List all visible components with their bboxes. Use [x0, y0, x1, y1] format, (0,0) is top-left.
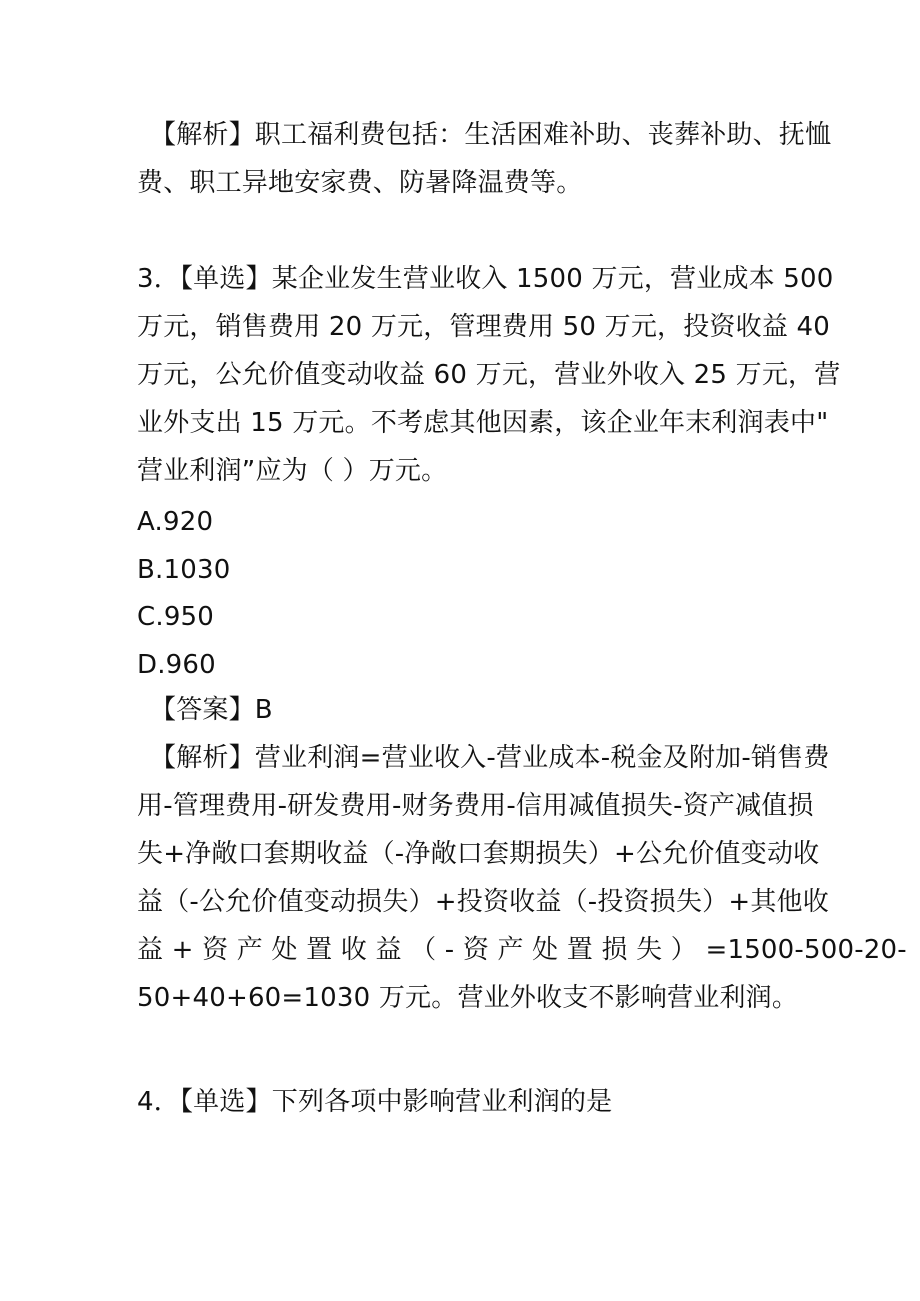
explanation-line-2: 用-管理费用-研发费用-财务费用-信用减值损失-资产减值损 [137, 791, 814, 821]
explanation-prev-line-2: 费、职工异地安家费、防暑降温费等。 [137, 168, 583, 198]
answer-line: 【答案】B [150, 695, 273, 725]
question-3-stem-line-4: 业外支出 15 万元。不考虑其他因素，该企业年末利润表中" [137, 408, 829, 438]
option-a: A.920 [137, 507, 214, 537]
question-3-stem-line-3: 万元，公允价值变动收益 60 万元，营业外收入 25 万元，营 [137, 360, 841, 390]
explanation-line-4: 益（-公允价值变动损失）+投资收益（-投资损失）+其他收 [137, 887, 829, 917]
explanation-line-6: 50+40+60=1030 万元。营业外收支不影响营业利润。 [137, 983, 799, 1013]
explanation-line-5: 益 + 资 产 处 置 收 益 （ - 资 产 处 置 损 失 ） =1500-500-20- [137, 935, 907, 965]
explanation-prev-line-1: 【解析】职工福利费包括：生活困难补助、丧葬补助、抚恤 [150, 120, 832, 150]
option-b: B.1030 [137, 555, 231, 585]
question-3-stem-line-1: 3．【单选】某企业发生营业收入 1500 万元，营业成本 500 [137, 264, 834, 294]
option-c: C.950 [137, 602, 215, 632]
question-4-stem: 4．【单选】下列各项中影响营业利润的是 [137, 1087, 613, 1117]
explanation-line-1: 【解析】营业利润=营业收入-营业成本-税金及附加-销售费 [150, 743, 830, 773]
option-d: D.960 [137, 650, 216, 680]
explanation-line-3: 失+净敞口套期收益（-净敞口套期损失）+公允价值变动收 [137, 839, 820, 869]
question-3-stem-line-5: 营业利润”应为（ ）万元。 [137, 456, 448, 486]
question-3-stem-line-2: 万元，销售费用 20 万元，管理费用 50 万元，投资收益 40 [137, 312, 830, 342]
